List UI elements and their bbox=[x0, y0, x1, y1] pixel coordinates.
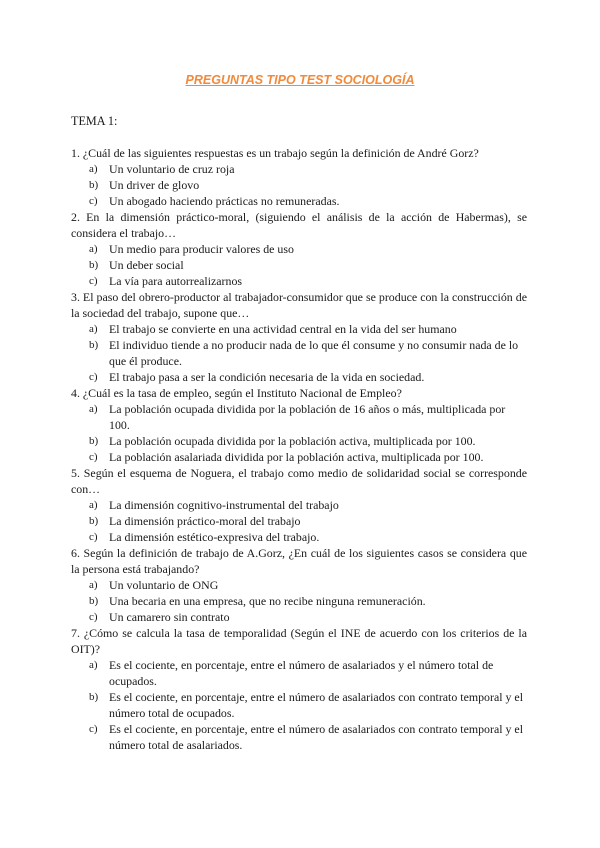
option-letter: c) bbox=[89, 723, 98, 735]
question-text: 3. El paso del obrero-productor al trabajador-consumidor que se produce con la construcción de la sociedad del trabajo, supone que… bbox=[71, 290, 527, 320]
answer-option bbox=[71, 593, 527, 609]
option-letter: a) bbox=[89, 579, 98, 591]
answer-option bbox=[71, 273, 527, 289]
option-letter: a) bbox=[89, 243, 98, 255]
answer-option bbox=[71, 577, 527, 593]
answer-option bbox=[71, 721, 527, 753]
option-text: Un camarero sin contrato bbox=[109, 610, 230, 624]
answer-options bbox=[71, 497, 527, 545]
option-text: La dimensión estético-expresiva del trabajo. bbox=[109, 530, 320, 544]
option-text: La vía para autorrealizarnos bbox=[109, 274, 243, 288]
question-item bbox=[71, 145, 527, 209]
option-text: La dimensión práctico-moral del trabajo bbox=[109, 514, 301, 528]
option-letter: c) bbox=[89, 195, 98, 207]
answer-option bbox=[71, 241, 527, 257]
question-text: 4. ¿Cuál es la tasa de empleo, según el Instituto Nacional de Empleo? bbox=[71, 386, 402, 400]
option-text: El individuo tiende a no producir nada de lo que él consume y no consumir nada de lo que él produce. bbox=[109, 338, 519, 368]
option-text: La población ocupada dividida por la población de 16 años o más, multiplicada por 100. bbox=[109, 402, 506, 432]
option-letter: b) bbox=[89, 179, 99, 191]
question-list bbox=[71, 145, 527, 753]
question-item bbox=[71, 625, 527, 753]
option-text: Un deber social bbox=[109, 258, 184, 272]
option-letter: b) bbox=[89, 435, 99, 447]
answer-option bbox=[71, 433, 527, 449]
document-title: PREGUNTAS TIPO TEST SOCIOLOGÍA bbox=[185, 73, 415, 87]
option-text: La dimensión cognitivo-instrumental del trabajo bbox=[109, 498, 339, 512]
option-letter: a) bbox=[89, 659, 98, 671]
question-item bbox=[71, 289, 527, 385]
answer-options bbox=[71, 657, 527, 753]
option-text: Un driver de glovo bbox=[109, 178, 200, 192]
option-letter: b) bbox=[89, 515, 99, 527]
answer-options bbox=[71, 577, 527, 625]
option-letter: a) bbox=[89, 499, 98, 511]
answer-options bbox=[71, 401, 527, 465]
answer-option bbox=[71, 689, 527, 721]
option-text: Es el cociente, en porcentaje, entre el número de asalariados con contrato temporal y el número total de ocupados. bbox=[109, 690, 524, 720]
answer-option bbox=[71, 449, 527, 465]
question-item bbox=[71, 209, 527, 289]
answer-options bbox=[71, 321, 527, 385]
option-text: El trabajo se convierte en una actividad central en la vida del ser humano bbox=[109, 322, 457, 336]
option-letter: c) bbox=[89, 371, 98, 383]
option-text: Es el cociente, en porcentaje, entre el número de asalariados con contrato temporal y el número total de asalariados. bbox=[109, 722, 524, 752]
option-letter: c) bbox=[89, 451, 98, 463]
answer-option bbox=[71, 193, 527, 209]
answer-option bbox=[71, 369, 527, 385]
option-letter: a) bbox=[89, 163, 98, 175]
answer-option bbox=[71, 609, 527, 625]
option-text: Un voluntario de ONG bbox=[109, 578, 219, 592]
question-item bbox=[71, 385, 527, 465]
answer-option bbox=[71, 161, 527, 177]
option-letter: c) bbox=[89, 275, 98, 287]
question-text: 6. Según la definición de trabajo de A.Gorz, ¿En cuál de los siguientes casos se considera que la persona está trabajando? bbox=[71, 546, 527, 576]
option-letter: a) bbox=[89, 403, 98, 415]
option-text: Es el cociente, en porcentaje, entre el número de asalariados y el número total de ocupados. bbox=[109, 658, 494, 688]
answer-options bbox=[71, 161, 527, 209]
option-text: La población asalariada dividida por la población activa, multiplicada por 100. bbox=[109, 450, 484, 464]
question-text: 7. ¿Cómo se calcula la tasa de temporalidad (Según el INE de acuerdo con los criterios de la OIT)? bbox=[71, 626, 527, 656]
section-heading: TEMA 1: bbox=[71, 114, 118, 128]
answer-option bbox=[71, 497, 527, 513]
option-text: Un voluntario de cruz roja bbox=[109, 162, 235, 176]
option-letter: b) bbox=[89, 595, 99, 607]
option-letter: a) bbox=[89, 323, 98, 335]
answer-option bbox=[71, 657, 527, 689]
question-item bbox=[71, 465, 527, 545]
answer-option bbox=[71, 529, 527, 545]
answer-option bbox=[71, 337, 527, 369]
option-text: Un medio para producir valores de uso bbox=[109, 242, 294, 256]
option-letter: b) bbox=[89, 259, 99, 271]
answer-option bbox=[71, 177, 527, 193]
answer-option bbox=[71, 321, 527, 337]
option-text: Una becaria en una empresa, que no recibe ninguna remuneración. bbox=[109, 594, 426, 608]
answer-option bbox=[71, 257, 527, 273]
option-text: La población ocupada dividida por la población activa, multiplicada por 100. bbox=[109, 434, 476, 448]
option-text: El trabajo pasa a ser la condición necesaria de la vida en sociedad. bbox=[109, 370, 425, 384]
answer-option bbox=[71, 401, 527, 433]
question-item bbox=[71, 545, 527, 625]
option-letter: b) bbox=[89, 339, 99, 351]
option-letter: b) bbox=[89, 691, 99, 703]
answer-options bbox=[71, 241, 527, 289]
question-text: 2. En la dimensión práctico-moral, (siguiendo el análisis de la acción de Habermas), se considera el trabajo… bbox=[71, 210, 527, 240]
option-text: Un abogado haciendo prácticas no remuneradas. bbox=[109, 194, 340, 208]
option-letter: c) bbox=[89, 611, 98, 623]
option-letter: c) bbox=[89, 531, 98, 543]
question-text: 5. Según el esquema de Noguera, el trabajo como medio de solidaridad social se corresponde con… bbox=[71, 466, 527, 496]
question-text: 1. ¿Cuál de las siguientes respuestas es un trabajo según la definición de André Gorz? bbox=[71, 146, 479, 160]
answer-option bbox=[71, 513, 527, 529]
